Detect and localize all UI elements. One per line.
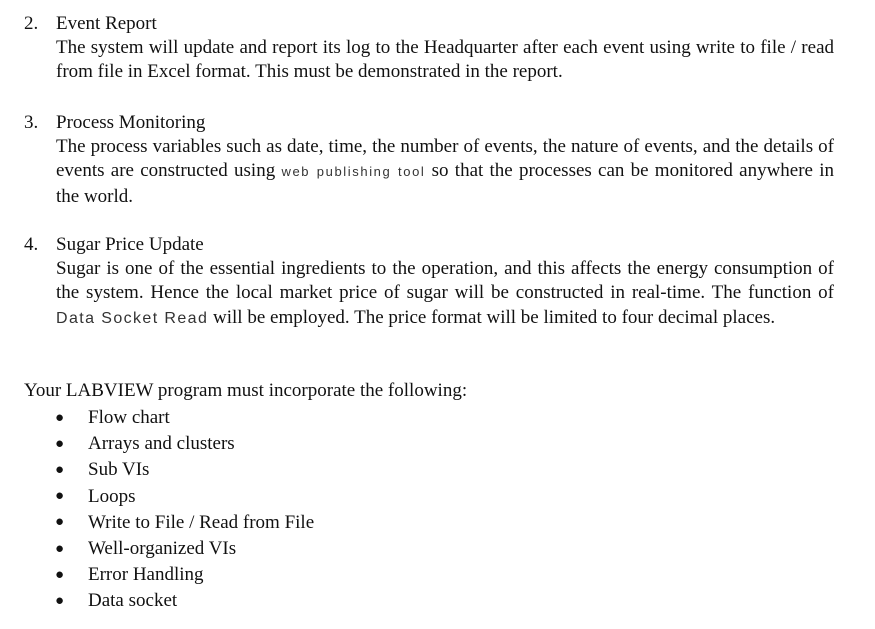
list-item — [55, 484, 314, 510]
section-process-monitoring — [24, 110, 834, 209]
section-number: 4. — [24, 234, 39, 255]
list-item-label: Sub VIs — [88, 459, 150, 481]
section-sugar-price-update — [24, 232, 834, 331]
list-item-label: Flow chart — [88, 407, 170, 429]
list-item — [55, 431, 314, 457]
section-title: Process Monitoring — [56, 112, 206, 133]
requirements-intro: Your LABVIEW program must incorporate the following: — [24, 380, 468, 401]
body-text: Sugar is one of the essential ingredients to the operation, and this affects the energy consumption of the system. Hence the local market price of sugar will be constructed in real-time. The function of — [56, 258, 834, 304]
section-number: 2. — [24, 13, 39, 34]
list-item-label: Data socket — [88, 590, 178, 612]
section-title: Event Report — [56, 13, 157, 34]
body-text: so that the processes can be monitored anywhere in the world. — [56, 160, 835, 207]
bullet-icon: ● — [55, 409, 65, 426]
list-item — [55, 536, 314, 562]
bullet-icon: ● — [55, 488, 65, 505]
list-item-label: Write to File / Read from File — [88, 511, 315, 533]
list-item-label: Error Handling — [88, 564, 204, 586]
body-text: will be employed. The price format will be limited to four decimal places. — [208, 306, 776, 328]
bullet-icon: ● — [55, 566, 65, 583]
bullet-icon: ● — [55, 461, 65, 478]
bullet-icon: ● — [55, 540, 65, 557]
body-text: The process variables such as date, time, the number of events, the nature of events, and the details of events are constructed using — [56, 136, 834, 182]
requirements-list — [55, 405, 314, 615]
list-item-label: Arrays and clusters — [88, 433, 235, 455]
section-body: The system will update and report its log to the Headquarter after each event using write to file / read from file in Excel format. This must be demonstrated in the report. — [56, 37, 834, 83]
list-item — [55, 457, 314, 483]
section-heading — [24, 232, 834, 257]
list-item-label: Loops — [88, 485, 136, 507]
bullet-icon: ● — [55, 514, 65, 531]
list-item — [55, 510, 314, 536]
bullet-icon: ● — [55, 435, 65, 452]
section-event-report — [24, 11, 834, 85]
bullet-icon: ● — [55, 592, 65, 609]
section-title: Sugar Price Update — [56, 234, 204, 255]
tool-name: web publishing tool — [281, 164, 426, 180]
section-body — [56, 257, 834, 331]
list-item — [55, 405, 314, 431]
list-item-label: Well-organized VIs — [88, 538, 237, 560]
list-item — [55, 562, 314, 588]
section-body — [56, 135, 834, 209]
list-item — [55, 588, 314, 614]
section-heading — [24, 110, 834, 135]
section-number: 3. — [24, 112, 39, 133]
section-heading — [24, 11, 834, 36]
function-name: Data Socket Read — [56, 309, 209, 327]
